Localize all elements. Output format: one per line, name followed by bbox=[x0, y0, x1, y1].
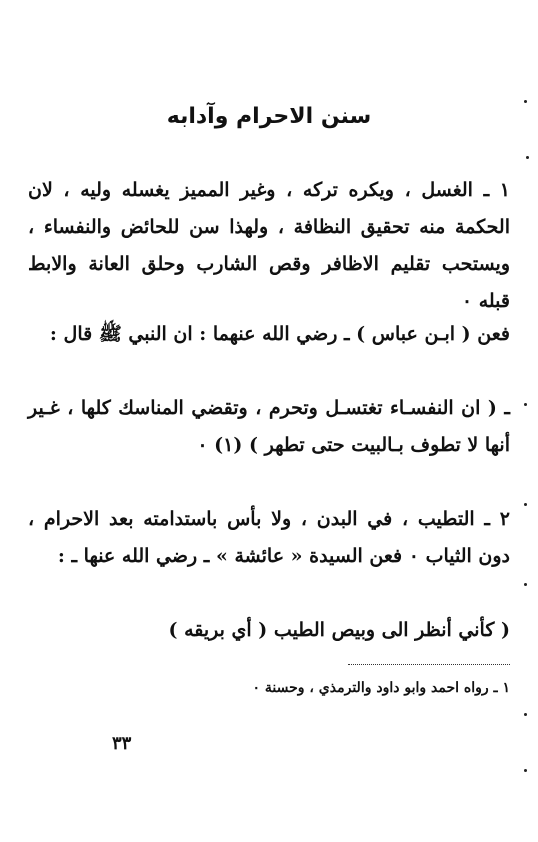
paragraph-aisha-quote: ( كأني أنظر الى وبيص الطيب ( أي بريقه ) bbox=[168, 619, 510, 641]
scan-speck bbox=[524, 403, 527, 406]
paragraph-ghusl: ١ ـ الغسل ، ويكره تركه ، وغير المميز يغسله وليه ، لان الحكمة منه تحقيق النظافة ، ولهذا سن للحائض والنفساء ، ويستحب تقليم الاظافر وقص الشارب وحلق العانة والابط قبله ٠ bbox=[28, 179, 510, 312]
scan-speck bbox=[524, 100, 527, 103]
page-title: سنن الاحرام وآدابه bbox=[166, 104, 372, 129]
footnote: ١ ـ رواه احمد وابو داود والترمذي ، وحسنة ٠ bbox=[252, 680, 510, 696]
page-number: ٣٣ bbox=[112, 733, 132, 754]
footnote-divider bbox=[348, 664, 510, 665]
paragraph-hadith: ـ ( ان النفسـاء تغتسـل وتحرم ، وتقضي المناسك كلها ، غـير أنها لا تطوف بـالبيت حتى تطهر ) (١) ٠ bbox=[28, 397, 510, 456]
scan-speck bbox=[524, 769, 527, 772]
scan-speck bbox=[524, 583, 527, 586]
scan-speck bbox=[526, 156, 529, 159]
scan-speck bbox=[524, 713, 527, 716]
scan-speck bbox=[524, 503, 527, 506]
paragraph-narration-intro: فعن ( ابـن عباس ) ـ رضي الله عنهما : ان النبي ﷺ قال : bbox=[49, 323, 510, 345]
paragraph-perfume: ٢ ـ التطيب ، في البدن ، ولا بأس باستدامته بعد الاحرام ، دون الثياب ٠ فعن السيدة « عائشة » ـ رضي الله عنها ـ : bbox=[28, 508, 510, 567]
